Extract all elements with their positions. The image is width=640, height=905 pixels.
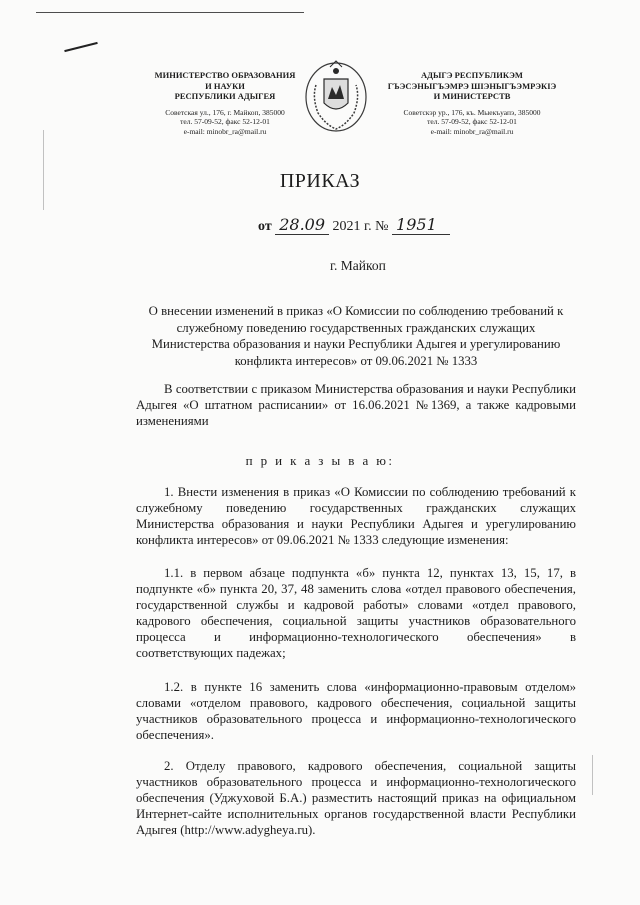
ministry-email: e-mail: minobr_ra@mail.ru [183, 126, 267, 136]
header-right [372, 70, 572, 136]
ministry-name-adyghe-line2: ГЪЭСЭНЫГЪЭМРЭ ШIЭНЫГЪЭМРЭКIЭ [387, 80, 557, 91]
ministry-name-adyghe-line1: АДЫГЭ РЕСПУБЛИКЭМ [421, 70, 523, 80]
order-item-1-1: 1.1. в первом абзаце подпункта «б» пункта 12, пунктах 13, 15, 17, в подпункте «б» пункта 20, 37, 48 заменить слова «отдел правового обеспечения, государственной службы и кадровой работы» словами «отдел правового, кадрового обеспечения, социальной защиты участников образовательного процесса и информационно-технологического обеспечения» в соответствующих падежах; [136, 566, 576, 660]
orders-heading: п р и к а з ы в а ю: [245, 453, 395, 468]
date-handwritten: 28.09 [275, 215, 329, 235]
order-item-1-2: 1.2. в пункте 16 заменить слова «информационно-правовым отделом» словами «отделом правового, кадрового обеспечения, социальной защиты участников образовательного процесса и информационно-технологического обеспечения». [136, 680, 576, 742]
document-city: г. Майкоп [330, 258, 386, 273]
document-title: ПРИКАЗ [279, 170, 361, 192]
ministry-address-adyghe: Советскэр ур., 176, къ. Мыекъуапэ, 385000 [403, 107, 541, 117]
order-item-2: 2. Отделу правового, кадрового обеспечения, социальной защиты участников образовательного процесса и информационно-технологического обеспечения (Уджуховой Б.А.) разместить настоящий приказ на официальном Интернет-сайте исполнительных органов государственной власти Республики Адыгея (http://www.adygheya.ru). [136, 759, 576, 837]
document-subject: О внесении изменений в приказ «О Комиссии по соблюдению требований к служебному поведению государственных гражданских служащих Министерства образования и науки Республики Адыгея и урегулированию конфликта интересов» от 09.06.2021 № 1333 [148, 304, 564, 368]
order-item-1: 1. Внести изменения в приказ «О Комиссии по соблюдению требований к служебному поведению государственных гражданских служащих Министерства образования и науки Республики Адыгея и урегулированию конфликта интересов» от 09.06.2021 № 1333 следующие изменения: [136, 485, 576, 547]
ministry-name-line2: И НАУКИ [205, 80, 245, 91]
ministry-email-adyghe: e-mail: minobr_ra@mail.ru [430, 126, 514, 136]
coat-of-arms-emblem [300, 55, 372, 135]
header-left [140, 70, 310, 136]
document-date-line [258, 215, 450, 235]
scan-mark-top [36, 12, 304, 13]
ministry-name-line1: МИНИСТЕРСТВО ОБРАЗОВАНИЯ [154, 70, 296, 80]
ministry-address: Советская ул., 176, г. Майкоп, 385000 [165, 107, 285, 117]
margin-tick [592, 755, 593, 795]
ministry-phone: тел. 57-09-52, факс 52-12-01 [180, 117, 270, 126]
date-prefix: от [258, 219, 272, 234]
preamble-paragraph: В соответствии с приказом Министерства образования и науки Республики Адыгея «О штатном расписании» от 16.06.2021 №1369, а также кадровыми изменениями [136, 382, 576, 428]
scan-mark-left [64, 42, 97, 52]
order-number-handwritten: 1951 [392, 215, 450, 235]
date-year: 2021 г. № [332, 219, 389, 234]
ministry-phone-adyghe: тел. 57-09-52, факс 52-12-01 [427, 117, 517, 126]
ministry-name-line3: РЕСПУБЛИКИ АДЫГЕЯ [174, 91, 276, 101]
ministry-name-adyghe-line3: И МИНИСТЕРСТВ [433, 91, 511, 101]
